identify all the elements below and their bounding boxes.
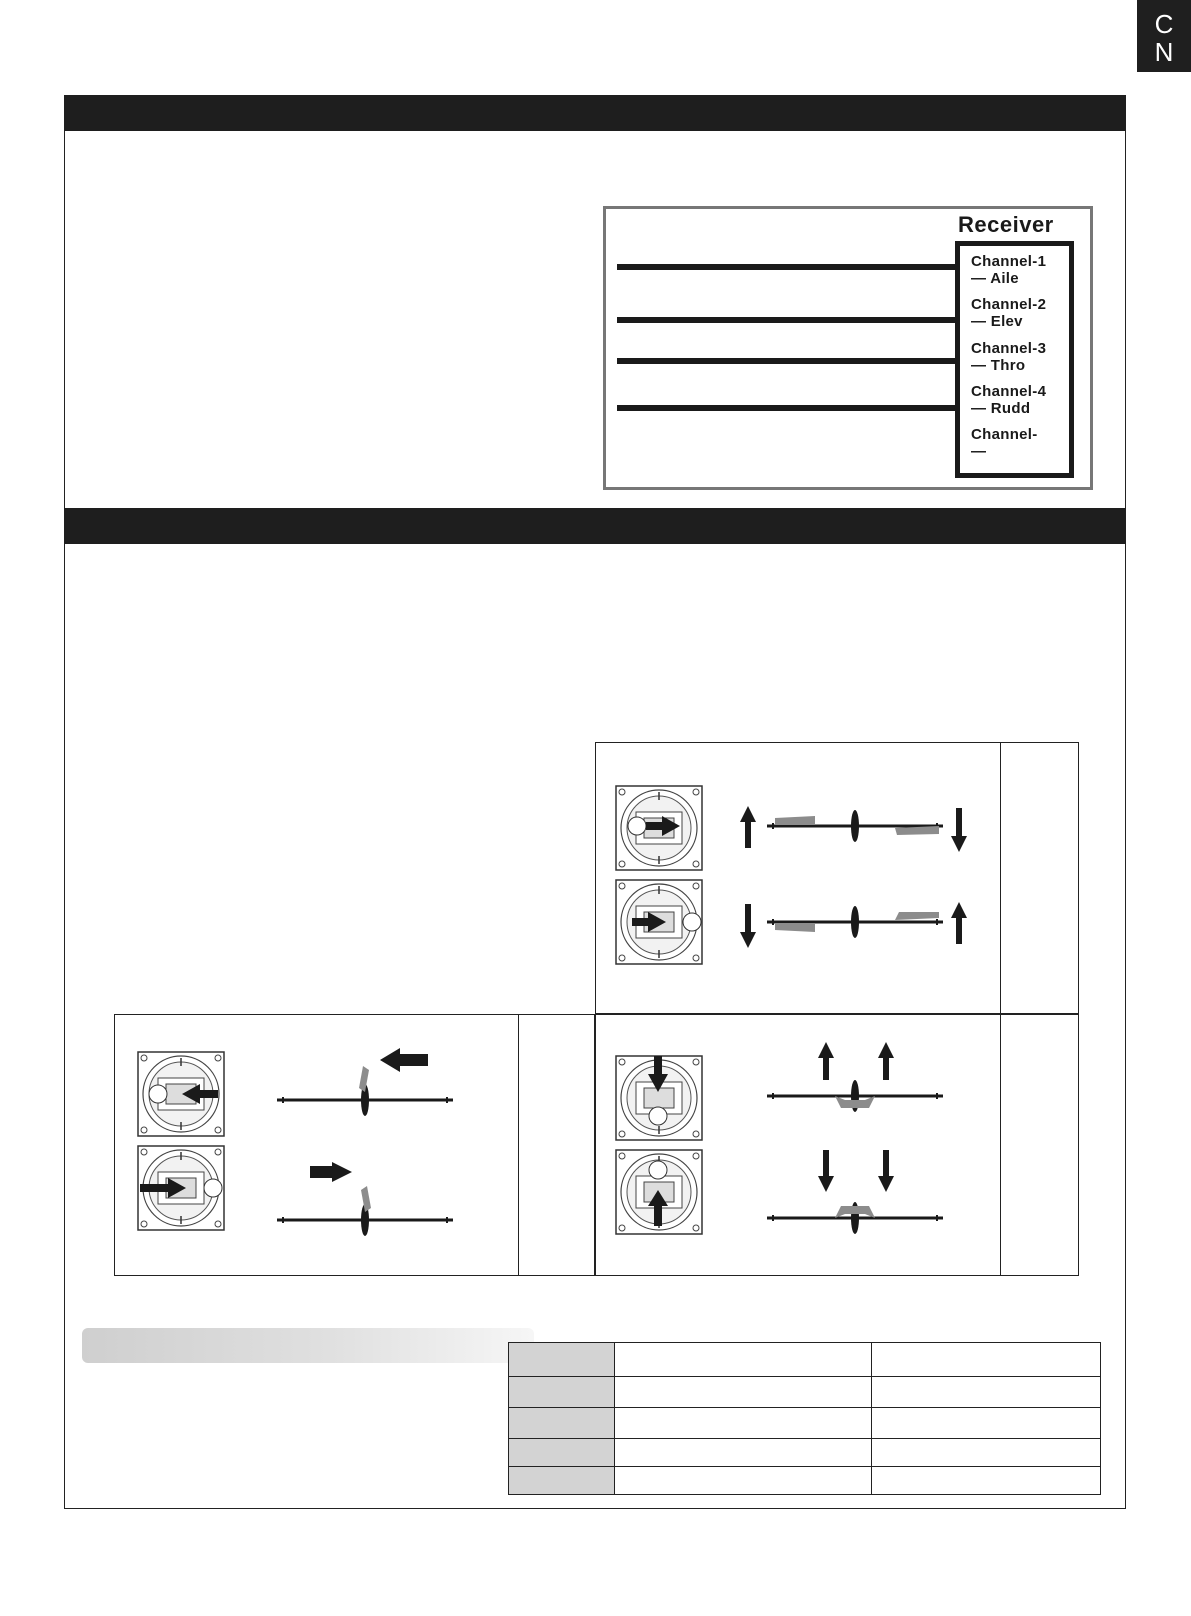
table-row	[509, 1408, 1101, 1439]
receiver-title: Receiver	[958, 212, 1054, 237]
channel-label: Channel-2	[971, 296, 1047, 313]
channel-label: Channel-1	[971, 253, 1047, 270]
table-row	[509, 1467, 1101, 1495]
table-row	[509, 1377, 1101, 1408]
channel-label: Channel-3	[971, 340, 1047, 357]
channel-function: — Aile	[971, 270, 1019, 287]
channel-label: Channel-	[971, 426, 1038, 443]
subsection-heading-band	[82, 1328, 534, 1363]
channel-function: — Elev	[971, 313, 1023, 330]
table-row	[509, 1343, 1101, 1377]
table-row	[509, 1439, 1101, 1467]
channel-function: — Thro	[971, 357, 1026, 374]
language-tab-line1: C	[1154, 9, 1174, 39]
channel-label: Channel-4	[971, 383, 1047, 400]
language-tab-line2: N	[1154, 37, 1174, 67]
channel-function: — Rudd	[971, 400, 1031, 417]
channel-function: —	[971, 443, 987, 460]
spec-table	[508, 1342, 1101, 1495]
